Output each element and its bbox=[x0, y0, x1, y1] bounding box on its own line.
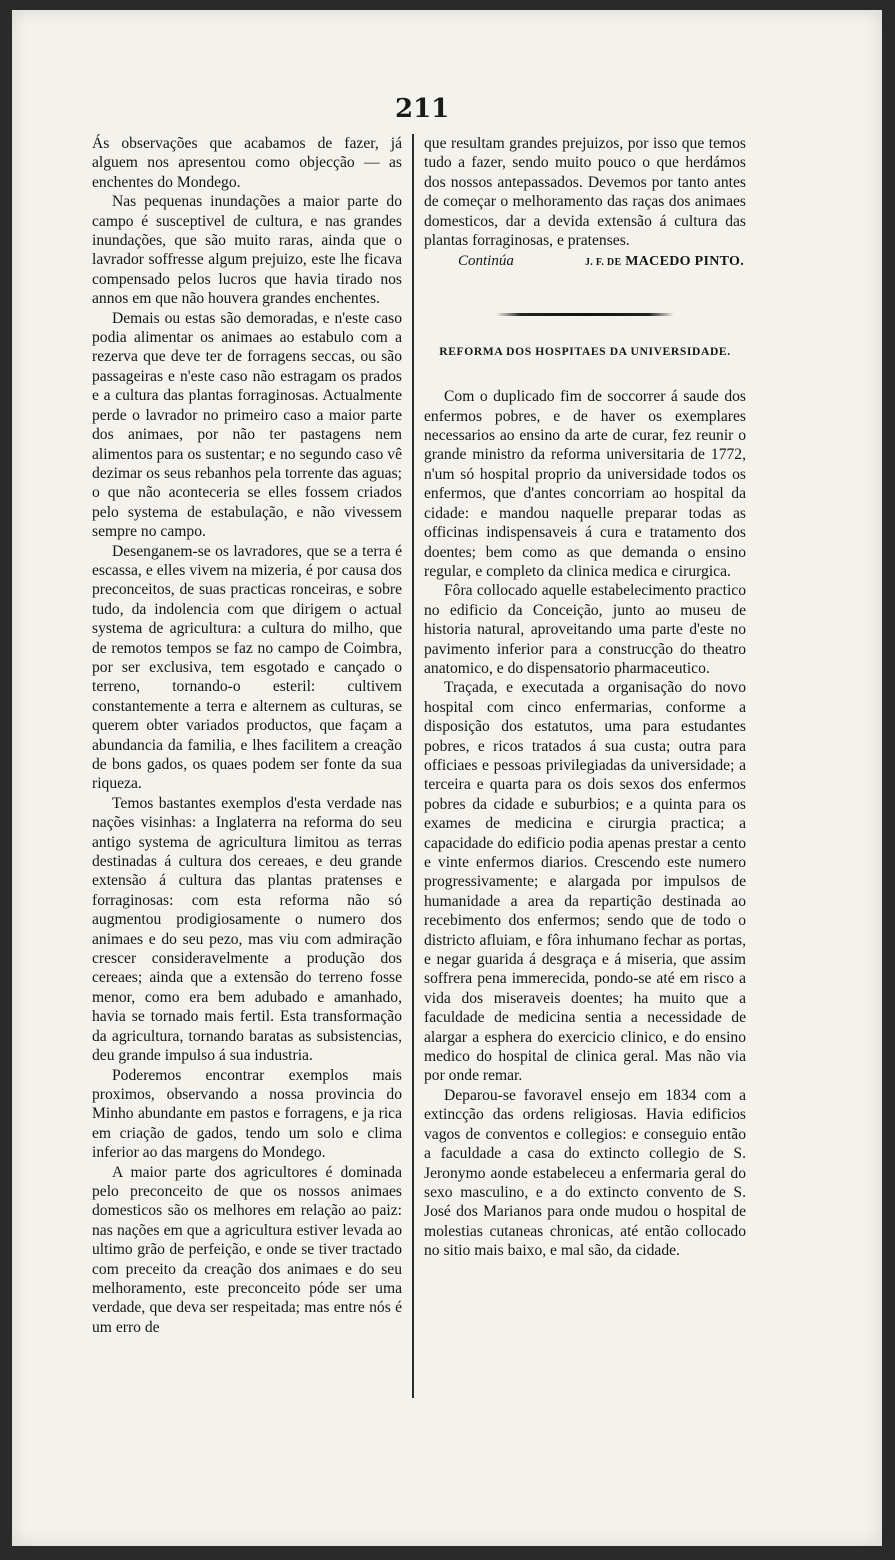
paragraph: Fôra collocado aquelle estabelecimento practico no edificio da Conceição, junto ao museu de historia natural, aproveitando uma parte d'este no pavimento inferior para a construcção do theatro anatomico, e do dispensatorio pharmaceutico. bbox=[424, 582, 746, 677]
left-column bbox=[92, 134, 402, 1337]
paragraph: Nas pequenas inundações a maior parte do campo é susceptivel de cultura, e nas grandes inundações, que são muito raras, ainda que o lavrador soffresse algum prejuizo, este lhe ficava compensado pelos lucros que havia tirado nos annos em que não houvera grandes enchentes. bbox=[92, 193, 402, 308]
signature-line bbox=[424, 252, 746, 272]
author-initials: J. F. DE bbox=[584, 257, 622, 269]
paragraph: Temos bastantes exemplos d'esta verdade nas nações visinhas: a Inglaterra na reforma do seu antigo systema de agricultura limitou as terras destinadas á cultura dos cereaes, e deu grande extensão á cultura das plantas pratenses e forraginosas: com esta reforma não só augmentou prodigiosamente o numero dos animaes e do seu pezo, mas viu com admiração crescer consideravelmente a produção dos cereaes; ainda que a extensão do terreno fosse menor, como era bem adubado e amanhado, havia se tornado mais fertil. Esta transformação da agricultura, tornando baratas as subsistencias, deu grande impulso á sua industria. bbox=[92, 794, 402, 1065]
paragraph: que resultam grandes prejuizos, por isso que temos tudo a fazer, sendo muito pouco o que herdámos dos nossos antepassados. Devemos por tanto antes de começar o melhoramento das raças dos animaes domesticos, dar a devida extensão á cultura das plantas forraginosas, e pratenses. bbox=[424, 135, 746, 250]
paragraph: Poderemos encontrar exemplos mais proximos, observando a nossa provincia do Minho abundante em pastos e forragens, e ja rica em criação de gados, tendo um solo e clima inferior ao das margens do Mondego. bbox=[92, 1066, 402, 1162]
paragraph: A maior parte dos agricultores é dominada pelo preconceito de que os nossos animaes domesticos são os melhores em relação ao paiz: nas nações em que a agricultura estiver levada ao ultimo grão de perfeição, e onde se tiver tractado com preceito da creação dos animaes e do seu melhoramento, este preconceito póde ser uma verdade, que deva ser respeitada; mas entre nós é um erro de bbox=[92, 1163, 402, 1336]
column-divider bbox=[412, 134, 414, 1398]
author-name: MACEDO PINTO. bbox=[625, 254, 744, 270]
paragraph: Demais ou estas são demoradas, e n'este caso podia alimentar os animaes ao estabulo com a rezerva que deve ter de forragens seccas, ou são passageiras e n'este caso não estragam os prados e a cultura das plantas forraginosas. Actualmente perde o lavrador no primeiro caso a maior parte dos animaes, por não ter pastagens nem alimentos para os sustentar; e no segundo caso vê dezimar os seus rebanhos pela torrente das aguas; o que não aconteceria se elles fossem criados pelo systema de estabulação, e não vivessem sempre no campo. bbox=[92, 309, 402, 541]
author-signature bbox=[585, 252, 744, 272]
continua-label: Continúa bbox=[458, 253, 514, 270]
document-page bbox=[12, 10, 882, 1546]
paragraph: Deparou-se favoravel ensejo em 1834 com a extincção das ordens religiosas. Havia edificios vagos de conventos e collegios: e conseguio então a faculdade a casa do extincto collegio de S. Jeronymo aonde estabeleceu a enfermaria geral do sexo masculino, e a do extincto convento de S. José dos Marianos para onde mudou o hospital de molestias cutaneas chronicas, até então collocado no sitio mais baixo, e mal são, da cidade. bbox=[424, 1086, 746, 1260]
section-rule bbox=[496, 313, 674, 316]
paragraph: Traçada, e executada a organisação do novo hospital com cinco enfermarias, conforme a disposição dos estatutos, uma para estudantes pobres, e ricos tratados á sua custa; outra para officiaes e pessoas privilegiadas da universidade; a terceira e quarta para os dois sexos dos enfermos pobres da cidade e suburbios; e a quinta para os exames de medicina e cirurgia practica; a capacidade do edificio podia apenas prestar a cento e vinte enfermos diarios. Crescendo este numero progressivamente; e alargada por impulsos de humanidade a area da repartição destinada ao recebimento dos enfermos; sendo que de todo o districto afluiam, e fôra inhumano fechar as portas, e negar guarida á desgraça e á miseria, que assim soffrera pena immerecida, pondo-se até em risco a vida dos miseraveis doentes; ha muito que a faculdade de medicina sentia a necessidade de alargar a esphera do exercicio clinico, e do ensino medico do hospital de clinica geral. Mas não via por onde remar. bbox=[424, 679, 746, 1085]
paragraph: Com o duplicado fim de soccorrer á saude dos enfermos pobres, e de haver os exemplares necessarios ao ensino da arte de curar, fez reunir o grande ministro da reforma universitaria de 1772, n'um só hospital proprio da universidade todos os enfermos, que d'antes concorriam ao hospital da cidade: e mandou naquelle preparar todas as officinas indispensaveis á cura e tratamento dos doentes; bem como as que demanda o ensino regular, e completo da clinica medica e cirurgica. bbox=[424, 388, 746, 580]
paragraph: Ás observações que acabamos de fazer, já alguem nos apresentou como objecção — as enchentes do Mondego. bbox=[92, 135, 402, 191]
paragraph: Desenganem-se os lavradores, que se a terra é escassa, e elles vivem na mizeria, é por causa dos preconceitos, de suas practicas ronceiras, e sobre tudo, da indolencia com que dirigem o actual systema de agricultura: a cultura do milho, que de remotos tempos se faz no campo de Coimbra, por ser exclusiva, tem esgotado e cançado o terreno, tornando-o esteril: cultivem constantemente a terra e alternem as culturas, se querem obter variados productos, que façam a abundancia da familia, e lhes facilitem a creação de bons gados, os quaes podem ser fonte da sua riqueza. bbox=[92, 542, 402, 793]
right-column bbox=[424, 134, 746, 1261]
section-title: REFORMA DOS HOSPITAES DA UNIVERSIDADE. bbox=[439, 344, 731, 358]
page-number: 211 bbox=[395, 94, 450, 124]
